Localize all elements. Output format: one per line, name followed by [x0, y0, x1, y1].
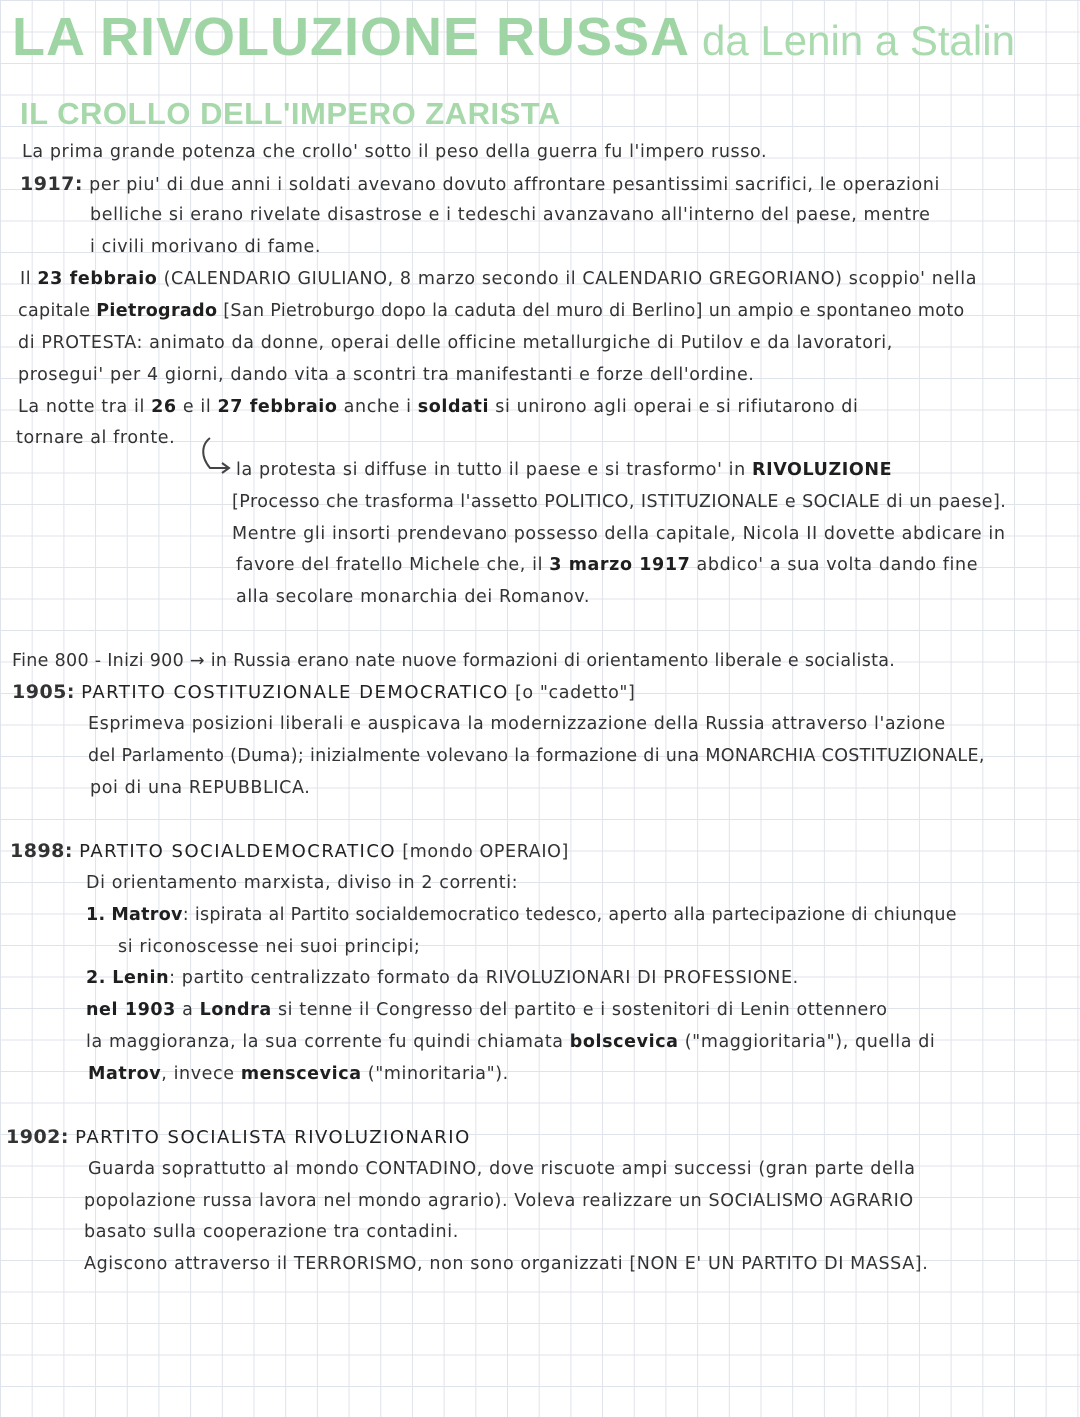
- text-1902-l1: Guarda soprattutto al mondo CONTADINO, dove riscuote ampi successi (gran parte della: [88, 1159, 916, 1179]
- text-1917-l1: 1917: per piu' di due anni i soldati avevano dovuto affrontare pesantissimi sacrifici, le operazioni: [20, 173, 940, 195]
- text-1902-l4: Agiscono attraverso il TERRORISMO, non sono organizzati [NON E' UN PARTITO DI MASSA].: [84, 1254, 929, 1274]
- text-1898-l1: Di orientamento marxista, diviso in 2 correnti:: [86, 873, 519, 893]
- text-feb-l5: La notte tra il 26 e il 27 febbraio anche i soldati si unirono agli operai e si rifiutarono di: [18, 397, 859, 417]
- text-feb-l6: tornare al fronte.: [16, 428, 176, 448]
- text-feb-l4: prosegui' per 4 giorni, dando vita a scontri tra manifestanti e forze dell'ordine.: [18, 365, 755, 385]
- text-rev-l5: alla secolare monarchia dei Romanov.: [236, 587, 591, 607]
- year-1898: 1898:: [10, 840, 73, 862]
- text-rev-l2: [Processo che trasforma l'assetto POLITICO, ISTITUZIONALE e SOCIALE di un paese].: [232, 492, 1007, 512]
- year-1905: 1905:: [12, 681, 75, 703]
- title-main: LA RIVOLUZIONE RUSSA: [12, 7, 691, 67]
- text-feb-l2: capitale Pietrogrado [San Pietroburgo dopo la caduta del muro di Berlino] un ampio e spontaneo moto: [18, 301, 965, 321]
- text-1917-l3: i civili morivano di fame.: [90, 237, 322, 257]
- year-1902: 1902:: [6, 1126, 69, 1148]
- text-1902-l3: basato sulla cooperazione tra contadini.: [84, 1222, 459, 1242]
- text-lenin: 2. Lenin: partito centralizzato formato da RIVOLUZIONARI DI PROFESSIONE.: [86, 968, 799, 988]
- text-1917-l2: belliche si erano rivelate disastrose e i tedeschi avanzavano all'interno del paese, mentre: [90, 205, 931, 225]
- text-congress-l1: nel 1903 a Londra si tenne il Congresso del partito e i sostenitori di Lenin ottennero: [86, 1000, 888, 1020]
- section-heading-crollo: IL CROLLO DELL'IMPERO ZARISTA: [20, 96, 561, 131]
- text-1905-l1: Esprimeva posizioni liberali e auspicava la modernizzazione della Russia attraverso l'azione: [88, 714, 946, 734]
- text-matrov-l2: si riconoscesse nei suoi principi;: [118, 937, 421, 957]
- text-rev-l1: la protesta si diffuse in tutto il paese e si trasformo' in RIVOLUZIONE: [236, 460, 893, 480]
- text-1905-l3: poi di una REPUBBLICA.: [90, 778, 311, 798]
- year-1917: 1917:: [20, 173, 83, 195]
- party-1905-heading: 1905: PARTITO COSTITUZIONALE DEMOCRATICO [o "cadetto"]: [12, 681, 636, 703]
- text-rev-l4: favore del fratello Michele che, il 3 marzo 1917 abdico' a sua volta dando fine: [236, 555, 979, 575]
- section2-intro: Fine 800 - Inizi 900 → in Russia erano nate nuove formazioni di orientamento liberale e socialista.: [12, 651, 896, 671]
- title-sub: da Lenin a Stalin: [702, 17, 1015, 64]
- party-1898-heading: 1898: PARTITO SOCIALDEMOCRATICO [mondo OPERAIO]: [10, 840, 569, 862]
- text-rev-l3: Mentre gli insorti prendevano possesso della capitale, Nicola II dovette abdicare in: [232, 524, 1006, 544]
- text-1905-l2: del Parlamento (Duma); inizialmente volevano la formazione di una MONARCHIA COSTITUZIONALE,: [88, 746, 985, 766]
- intro-line: La prima grande potenza che crollo' sotto il peso della guerra fu l'impero russo.: [22, 142, 768, 162]
- text-congress-l2: la maggioranza, la sua corrente fu quindi chiamata bolscevica ("maggioritaria"), quella di: [86, 1032, 936, 1052]
- text-1902-l2: popolazione russa lavora nel mondo agrario). Voleva realizzare un SOCIALISMO AGRARIO: [84, 1191, 914, 1211]
- text-matrov-l1: 1. Matrov: ispirata al Partito socialdemocratico tedesco, aperto alla partecipazione di chiunque: [86, 905, 957, 925]
- text-congress-l3: Matrov, invece menscevica ("minoritaria").: [88, 1064, 509, 1084]
- party-1902-heading: 1902: PARTITO SOCIALISTA RIVOLUZIONARIO: [6, 1126, 471, 1148]
- text-feb-l3: di PROTESTA: animato da donne, operai delle officine metallurgiche di Putilov e da lavoratori,: [18, 333, 893, 353]
- text-feb-l1: Il 23 febbraio (CALENDARIO GIULIANO, 8 marzo secondo il CALENDARIO GREGORIANO) scoppio' nella: [20, 269, 978, 289]
- page-title: [12, 6, 1015, 68]
- curved-arrow-icon: [196, 434, 232, 474]
